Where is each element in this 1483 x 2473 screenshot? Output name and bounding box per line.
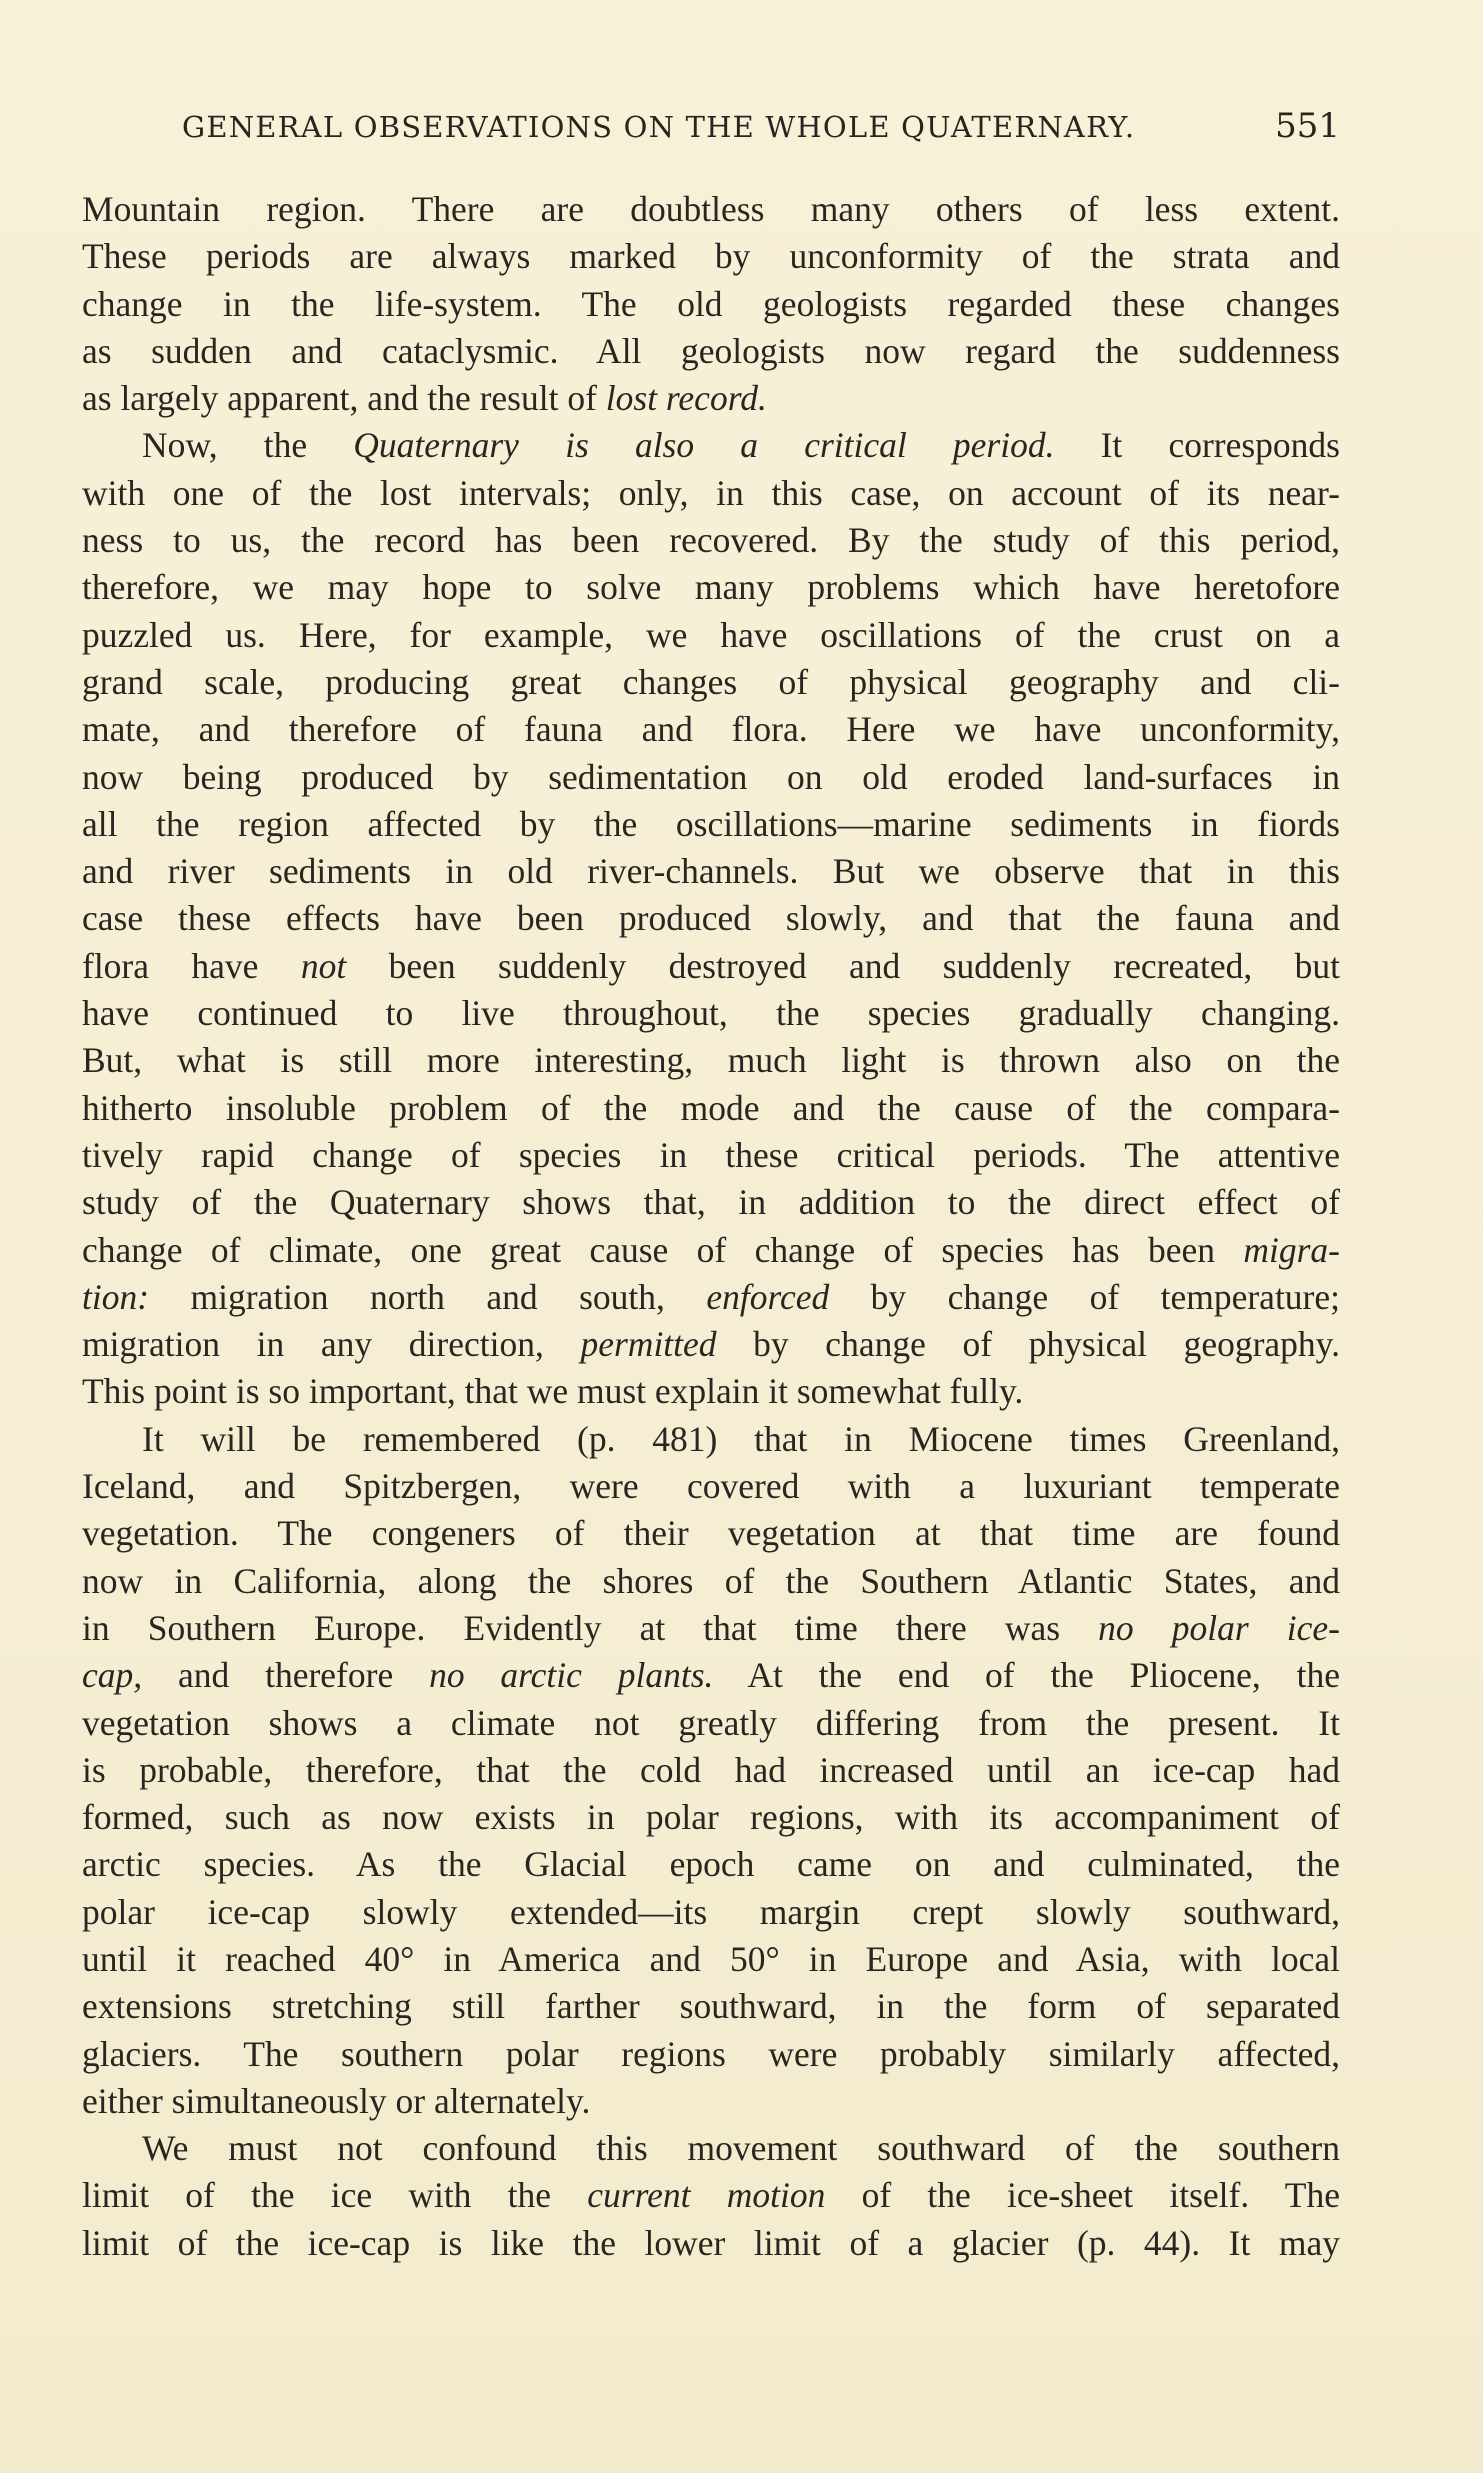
text-run: case these effects have been produced slowly, and that the fauna and (82, 898, 1340, 939)
text-line (82, 1794, 1340, 1841)
text-run: flora have (82, 945, 301, 986)
text-line (82, 848, 1340, 895)
text-run: either simultaneously or alternately. (82, 2080, 591, 2121)
text-line (82, 281, 1340, 328)
text-run: change in the life-system. The old geologists regarded these changes (82, 283, 1340, 324)
text-run: It corresponds (1054, 425, 1340, 466)
page-number: 551 (1275, 106, 1340, 146)
text-line (82, 186, 1340, 233)
text-line (82, 1368, 1340, 1415)
italic-phrase: tion: (82, 1276, 150, 1317)
text-run: in Southern Europe. Evidently at that time there was (82, 1607, 1099, 1648)
text-line (82, 517, 1340, 564)
text-line (82, 1558, 1340, 1605)
italic-phrase: lost record. (605, 378, 767, 419)
text-run: vegetation shows a climate not greatly differing from the present. It (82, 1702, 1340, 1743)
text-line (82, 2078, 1340, 2125)
text-run: grand scale, producing great changes of physical geography and cli- (82, 661, 1340, 702)
text-line (82, 990, 1340, 1037)
text-run: tively rapid change of species in these critical periods. The attentive (82, 1134, 1340, 1175)
text-run: ness to us, the record has been recovered. By the study of this period, (82, 520, 1340, 561)
text-run: It will be remembered (p. 481) that in Miocene times Greenland, (142, 1418, 1340, 1459)
text-line (82, 706, 1340, 753)
text-line (82, 895, 1340, 942)
text-run: by change of physical geography. (716, 1324, 1340, 1365)
text-line (82, 943, 1340, 990)
text-line (82, 1700, 1340, 1747)
text-run: Mountain region. There are doubtless many others of less extent. (82, 189, 1340, 229)
text-run: polar ice-cap slowly extended—its margin crept slowly southward, (82, 1891, 1340, 1932)
text-line (82, 1936, 1340, 1983)
italic-phrase: enforced (706, 1276, 830, 1317)
text-run: is probable, therefore, that the cold had increased until an ice-cap had (82, 1749, 1340, 1790)
text-line (82, 1274, 1340, 1321)
text-line (82, 2031, 1340, 2078)
text-line (82, 1227, 1340, 1274)
text-line (82, 1132, 1340, 1179)
text-run: At the end of the Pliocene, the (713, 1655, 1341, 1696)
text-line (82, 1889, 1340, 1936)
text-run: change of climate, one great cause of change of species has been (82, 1229, 1244, 1270)
text-run: therefore, we may hope to solve many problems which have heretofore (82, 567, 1340, 608)
text-line (82, 328, 1340, 375)
text-line (82, 754, 1340, 801)
text-run: migration in any direction, (82, 1324, 581, 1365)
text-line (82, 612, 1340, 659)
text-line (82, 1747, 1340, 1794)
text-line (82, 1510, 1340, 1557)
text-run: as sudden and cataclysmic. All geologists now regard the suddenness (82, 330, 1340, 371)
text-run: This point is so important, that we must explain it somewhat fully. (82, 1371, 1024, 1412)
text-run: now being produced by sedimentation on old eroded land-surfaces in (82, 756, 1340, 797)
text-run: vegetation. The congeners of their vegetation at that time are found (82, 1513, 1340, 1554)
text-run: hitherto insoluble problem of the mode and the cause of the compara- (82, 1087, 1340, 1128)
text-run: as largely apparent, and the result of (82, 378, 606, 419)
italic-phrase: no arctic plants. (429, 1655, 714, 1696)
text-run: limit of the ice with the (82, 2175, 588, 2216)
text-run: all the region affected by the oscillations—marine sediments in fiords (82, 803, 1340, 844)
text-line (82, 375, 1340, 422)
text-run: mate, and therefore of fauna and flora. Here we have unconformity, (82, 709, 1340, 750)
text-line (82, 1085, 1340, 1132)
text-line (82, 1605, 1340, 1652)
text-run: by change of temperature; (829, 1276, 1340, 1317)
text-run: and river sediments in old river-channels. But we observe that in this (82, 851, 1340, 892)
text-line (82, 1983, 1340, 2030)
italic-phrase: migra- (1243, 1229, 1340, 1270)
text-line (82, 1463, 1340, 1510)
italic-phrase: cap, (82, 1655, 143, 1696)
text-line (82, 2220, 1340, 2267)
text-line (82, 2125, 1340, 2172)
text-run: have continued to live throughout, the species gradually changing. (82, 993, 1340, 1034)
italic-phrase: no polar ice- (1098, 1607, 1340, 1648)
text-run: until it reached 40° in America and 50° in Europe and Asia, with local (82, 1938, 1340, 1979)
text-run: Now, the (142, 425, 354, 466)
italic-phrase: permitted (580, 1324, 717, 1365)
text-run: extensions stretching still farther southward, in the form of separated (82, 1986, 1340, 2027)
text-line (82, 1841, 1340, 1888)
text-run: But, what is still more interesting, much light is thrown also on the (82, 1040, 1340, 1081)
text-run: and therefore (142, 1655, 430, 1696)
running-head: GENERAL OBSERVATIONS ON THE WHOLE QUATERNARY. (182, 110, 1136, 144)
text-line (82, 564, 1340, 611)
text-line (82, 801, 1340, 848)
text-line (82, 1652, 1340, 1699)
italic-phrase: current motion (587, 2175, 826, 2216)
text-line (82, 233, 1340, 280)
text-run: We must not confound this movement southward of the southern (142, 2128, 1340, 2169)
text-run: limit of the ice-cap is like the lower limit of a glacier (p. 44). It may (82, 2222, 1340, 2263)
text-run: These periods are always marked by unconformity of the strata and (82, 236, 1340, 277)
text-line (82, 1037, 1340, 1084)
text-run: migration north and south, (149, 1276, 707, 1317)
text-run: now in California, along the shores of the Southern Atlantic States, and (82, 1560, 1340, 1601)
body-text (82, 186, 1340, 2267)
text-line (82, 1416, 1340, 1463)
text-run: glaciers. The southern polar regions were probably similarly affected, (82, 2033, 1340, 2074)
text-run: formed, such as now exists in polar regions, with its accompaniment of (82, 1797, 1340, 1838)
text-line (82, 1321, 1340, 1368)
text-line (82, 659, 1340, 706)
text-line (82, 470, 1340, 517)
text-run: been suddenly destroyed and suddenly recreated, but (346, 945, 1340, 986)
text-run: puzzled us. Here, for example, we have oscillations of the crust on a (82, 614, 1340, 655)
text-run: with one of the lost intervals; only, in this case, on account of its near- (82, 472, 1340, 513)
text-line (82, 2172, 1340, 2219)
text-run: of the ice-sheet itself. The (825, 2175, 1340, 2216)
text-run: study of the Quaternary shows that, in addition to the direct effect of (82, 1182, 1340, 1223)
text-run: arctic species. As the Glacial epoch came on and culminated, the (82, 1844, 1340, 1885)
text-line (82, 422, 1340, 469)
italic-phrase: Quaternary is also a critical period. (353, 425, 1055, 466)
italic-phrase: not (300, 945, 347, 986)
page-header (82, 100, 1340, 160)
text-run: Iceland, and Spitzbergen, were covered with a luxuriant temperate (82, 1466, 1340, 1507)
text-line (82, 1179, 1340, 1226)
